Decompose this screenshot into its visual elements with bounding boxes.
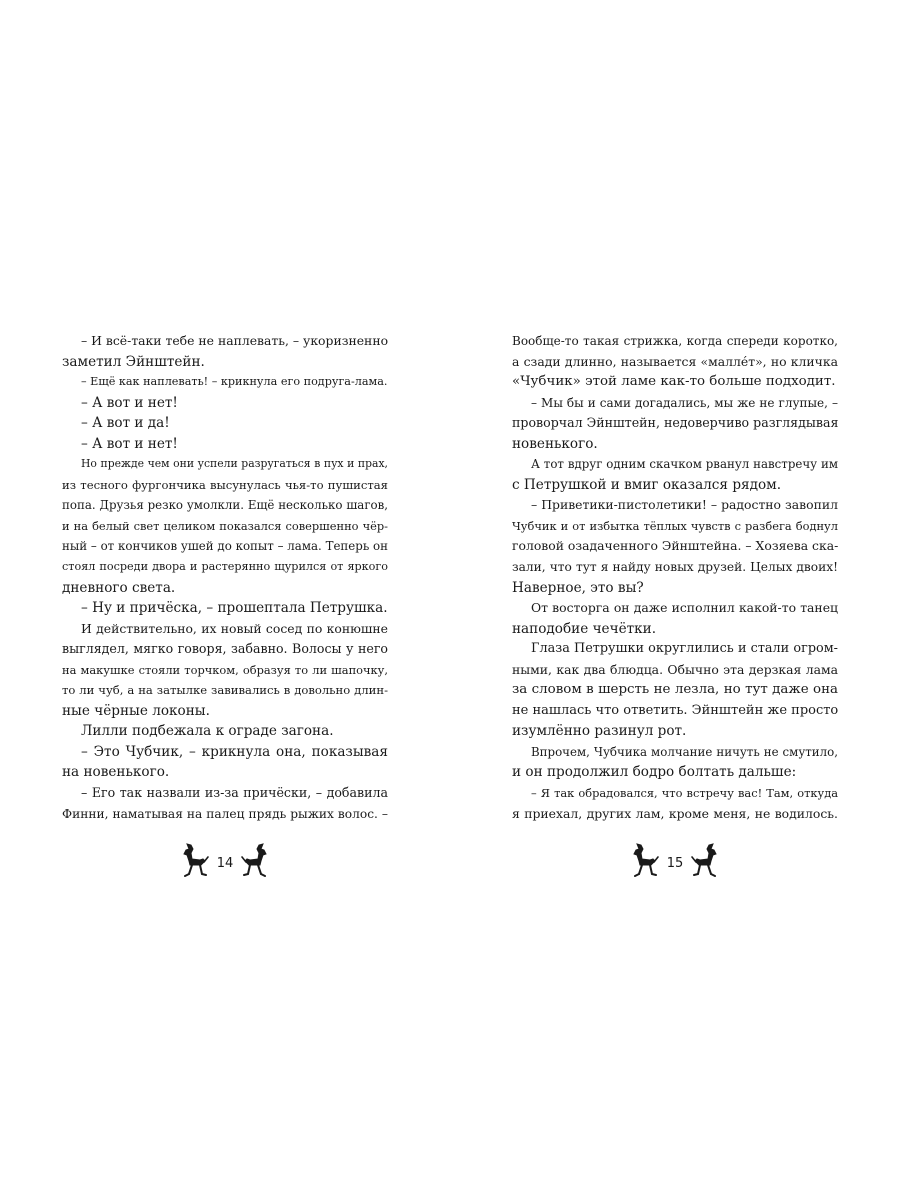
text-line: и он продолжил бодро болтать дальше: (512, 764, 797, 781)
text-line: Глаза Петрушки округлились и стали огром- (531, 641, 838, 657)
text-line: я приехал, других лам, кроме меня, не водилось. (512, 805, 838, 821)
text-line: то ли чуб, а на затылке завивались в довольно длин- (62, 683, 388, 698)
text-line: зали, что тут я найду новых друзей. Целых двоих! (512, 560, 838, 575)
text-line: Лилли подбежала к ограде загона. (81, 723, 334, 740)
text-line: – А вот и нет! (81, 394, 178, 411)
llama-icon (239, 841, 273, 881)
text-line: – Ещё как наплевать! – крикнула его подруга-лама. (81, 375, 388, 389)
text-line: ный – от кончиков ушей до копыт – лама. Теперь он (62, 539, 388, 554)
llama-icon (689, 841, 723, 881)
page-number-left: 14 (216, 855, 234, 871)
text-line: А тот вдруг одним скачком рванул навстречу им (531, 457, 838, 472)
text-line: с Петрушкой и вмиг оказался рядом. (512, 476, 782, 493)
text-line: а сзади длинно, называется «маллéт», но кличка (512, 353, 838, 369)
text-line: – Это Чубчик, – крикнула она, показывая (81, 743, 388, 760)
page-number-right: 15 (666, 855, 684, 871)
text-line: – Я так обрадовался, что встречу вас! Там, откуда (531, 786, 838, 801)
text-line: и на белый свет целиком показался совершенно чёр- (62, 518, 388, 533)
text-line: ные чёрные локоны. (62, 702, 210, 719)
text-line: ными, как два блюдца. Обычно эта дерзкая лама (512, 661, 838, 677)
text-line: Вообще-то такая стрижка, когда спереди коротко, (512, 334, 838, 348)
text-line: – А вот и нет! (81, 435, 178, 452)
text-line: – Ну и причёска, – прошептала Петрушка. (81, 600, 388, 617)
llama-icon (177, 841, 211, 881)
text-line: выглядел, мягко говоря, забавно. Волосы у него (62, 641, 388, 657)
text-line: попа. Друзья резко умолкли. Ещё несколько шагов, (62, 498, 388, 513)
right-page (512, 331, 838, 824)
text-line: – Его так назвали из-за причёски, – добавила (81, 785, 388, 801)
text-line: проворчал Эйнштейн, недоверчиво разглядывая (512, 415, 839, 431)
text-line: за словом в шерсть не лезла, но тут даже она (512, 682, 838, 698)
text-line: наподобие чечётки. (512, 620, 657, 637)
text-line: заметил Эйнштейн. (62, 353, 205, 370)
left-page (62, 331, 388, 824)
text-line: на новенького. (62, 764, 170, 781)
text-line: дневного света. (62, 579, 176, 596)
text-line: головой озадаченного Эйнштейна. – Хозяева ска- (512, 538, 839, 554)
text-line: на макушке стояли торчком, образуя то ли шапочку, (62, 662, 388, 677)
text-line: Наверное, это вы? (512, 579, 644, 596)
text-line: Чубчик и от избытка тёплых чувств с разбега боднул (512, 518, 838, 533)
text-line: – А вот и да! (81, 415, 170, 432)
text-line: изумлённо разинул рот. (512, 723, 687, 740)
text-line: «Чубчик» этой ламе как-то больше подходит. (512, 374, 836, 390)
text-line: Впрочем, Чубчика молчание ничуть не смутило, (531, 744, 838, 759)
text-line: От восторга он даже исполнил какой-то танец (531, 600, 838, 616)
text-line: стоял посреди двора и растерянно щурился от яркого (62, 560, 388, 574)
text-line: – Приветики-пистолетики! – радостно завопил (531, 497, 838, 513)
text-line: новенького. (512, 435, 598, 452)
text-line: не нашлась что ответить. Эйнштейн же просто (512, 702, 839, 718)
left-page-folio (165, 836, 285, 886)
text-line: – И всё-таки тебе не наплевать, – укоризненно (81, 333, 389, 348)
llama-icon (627, 841, 661, 881)
text-line: Финни, наматывая на палец прядь рыжих волос. – (62, 806, 388, 821)
text-line: – Мы бы и сами догадались, мы же не глупые, – (531, 395, 838, 410)
right-page-folio (615, 836, 735, 886)
text-line: И действительно, их новый сосед по конюшне (81, 620, 388, 636)
text-line: из тесного фургончика высунулась чья-то пушистая (62, 477, 388, 492)
text-line: Но прежде чем они успели разругаться в пух и прах, (81, 457, 388, 471)
